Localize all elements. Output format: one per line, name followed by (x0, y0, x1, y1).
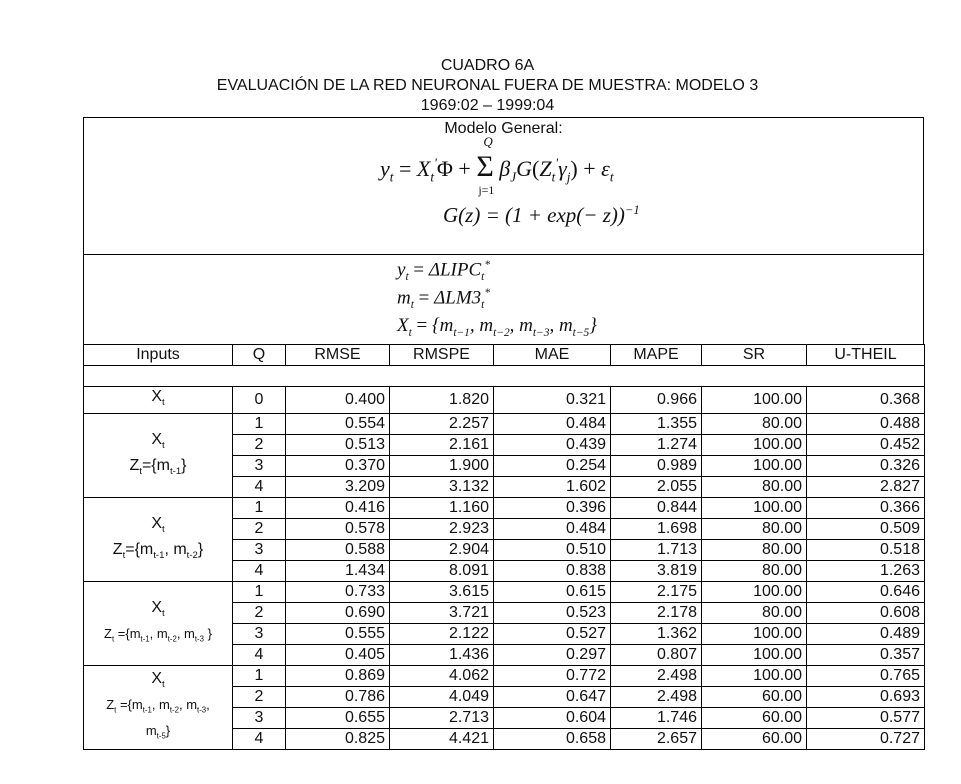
value-cell: 0.510 (494, 540, 611, 561)
value-cell: 1.274 (611, 435, 702, 456)
def-y: $y_t$ = $\Delta LIPC_t^*$ (397, 259, 491, 284)
eq-y: y (380, 156, 390, 181)
value-cell: 0.366 (807, 498, 925, 519)
value-cell: 1.698 (611, 519, 702, 540)
value-cell: 3.721 (390, 603, 494, 624)
value-cell: 1.900 (390, 456, 494, 477)
value-cell: 60.00 (702, 687, 807, 708)
column-header: Q (233, 345, 286, 366)
value-cell: 2.175 (611, 582, 702, 603)
value-cell: 1.434 (286, 561, 390, 582)
value-cell: 0.484 (494, 414, 611, 435)
spacer-cell (84, 366, 233, 387)
inputs-x: $X_t$ (151, 670, 165, 691)
inputs-x: $X_t$ (151, 514, 165, 535)
def-m-value: ΔLM3 (434, 287, 482, 309)
value-cell: 0.655 (286, 708, 390, 729)
sum-symbol: Σ Q j=1 (476, 134, 495, 197)
column-header: Inputs (84, 345, 233, 366)
inputs-cell (84, 666, 233, 750)
value-cell: 2.923 (390, 519, 494, 540)
spacer-cell (702, 366, 807, 387)
sum-lower: j=1 (478, 183, 495, 197)
value-cell: 2.713 (390, 708, 494, 729)
value-cell: 0.518 (807, 540, 925, 561)
q-cell: 3 (233, 540, 286, 561)
value-cell: 0.690 (286, 603, 390, 624)
value-cell: 8.091 (390, 561, 494, 582)
header-row (84, 345, 925, 366)
value-cell: 60.00 (702, 708, 807, 729)
value-cell: 1.713 (611, 540, 702, 561)
value-cell: 0.488 (807, 414, 925, 435)
value-cell: 100.00 (702, 387, 807, 414)
value-cell: 0.523 (494, 603, 611, 624)
inputs-x: $X_t$ (151, 598, 165, 619)
table-row (84, 414, 925, 435)
value-cell: 3.209 (286, 477, 390, 498)
logistic-equation (443, 203, 640, 228)
model-heading: Modelo General: (444, 120, 563, 137)
q-cell: 1 (233, 498, 286, 519)
value-cell: 4.049 (390, 687, 494, 708)
def-x-value: {$m_{t-1}$, $m_{t-2}$, $m_{t-3}$, $m_{t-5}$} (432, 315, 597, 339)
value-cell: 80.00 (702, 540, 807, 561)
value-cell: 100.00 (702, 645, 807, 666)
value-cell: 0.772 (494, 666, 611, 687)
model-equation: $y_t = X_t'\Phi + \Sigma$ Q j=1 $\beta_JG(Z_t'\gamma_j) + \varepsilon_t$ (380, 134, 614, 197)
value-cell: 0.869 (286, 666, 390, 687)
value-cell: 0.693 (807, 687, 925, 708)
value-cell: 0.786 (286, 687, 390, 708)
spacer-cell (494, 366, 611, 387)
value-cell: 4.421 (390, 729, 494, 750)
spacer-row (84, 366, 925, 387)
value-cell: 100.00 (702, 435, 807, 456)
value-cell: 0.604 (494, 708, 611, 729)
value-cell: 0.484 (494, 519, 611, 540)
value-cell: 0.254 (494, 456, 611, 477)
sum-upper: Q (483, 134, 493, 149)
table-row (84, 498, 925, 519)
column-header: MAPE (611, 345, 702, 366)
value-cell: 4.062 (390, 666, 494, 687)
q-cell: 1 (233, 666, 286, 687)
inputs-cell (84, 414, 233, 498)
column-header: SR (702, 345, 807, 366)
spacer-cell (286, 366, 390, 387)
value-cell: 80.00 (702, 414, 807, 435)
value-cell: 0.615 (494, 582, 611, 603)
value-cell: 80.00 (702, 561, 807, 582)
value-cell: 0.513 (286, 435, 390, 456)
q-cell: 4 (233, 645, 286, 666)
value-cell: 2.498 (611, 687, 702, 708)
table-number: CUADRO 6A (440, 57, 535, 74)
value-cell: 2.657 (611, 729, 702, 750)
q-cell: 2 (233, 519, 286, 540)
def-y-value: ΔLIPC (428, 259, 482, 281)
inputs-cell (84, 582, 233, 666)
spacer-cell (807, 366, 925, 387)
table-row (84, 582, 925, 603)
value-cell: 0.733 (286, 582, 390, 603)
value-cell: 2.827 (807, 477, 925, 498)
evaluation-table (83, 344, 925, 750)
column-header: U-THEIL (807, 345, 925, 366)
value-cell: 0.400 (286, 387, 390, 414)
q-cell: 4 (233, 561, 286, 582)
value-cell: 3.615 (390, 582, 494, 603)
value-cell: 0.368 (807, 387, 925, 414)
value-cell: 100.00 (702, 582, 807, 603)
value-cell: 0.765 (807, 666, 925, 687)
q-cell: 2 (233, 435, 286, 456)
value-cell: 0.608 (807, 603, 925, 624)
value-cell: 2.161 (390, 435, 494, 456)
value-cell: 2.498 (611, 666, 702, 687)
value-cell: 0.509 (807, 519, 925, 540)
value-cell: 0.416 (286, 498, 390, 519)
eq2-body: G(z) = (1 + exp(− z)) (443, 203, 625, 227)
q-cell: 1 (233, 414, 286, 435)
value-cell: 0.989 (611, 456, 702, 477)
value-cell: 1.820 (390, 387, 494, 414)
spacer-cell (390, 366, 494, 387)
value-cell: 100.00 (702, 666, 807, 687)
value-cell: 0.658 (494, 729, 611, 750)
value-cell: 1.602 (494, 477, 611, 498)
table-title: EVALUACIÓN DE LA RED NEURONAL FUERA DE MUESTRA: MODELO 3 (216, 77, 759, 94)
value-cell: 0.396 (494, 498, 611, 519)
inputs-z: $Z_t=\{m_{t-1}\}$ (129, 456, 187, 477)
value-cell: 1.355 (611, 414, 702, 435)
inputs-z: $Z_t =\{m_{t-1}$, $m_{t-2}$, $m_{t-3}$, $m_{t-5}$} (106, 697, 210, 741)
column-header: MAE (494, 345, 611, 366)
value-cell: 1.746 (611, 708, 702, 729)
q-cell: 2 (233, 687, 286, 708)
value-cell: 2.055 (611, 477, 702, 498)
column-header: RMSE (286, 345, 390, 366)
value-cell: 80.00 (702, 519, 807, 540)
value-cell: 0.588 (286, 540, 390, 561)
value-cell: 1.160 (390, 498, 494, 519)
value-cell: 0.577 (807, 708, 925, 729)
q-cell: 2 (233, 603, 286, 624)
q-cell: 4 (233, 477, 286, 498)
inputs-cell (84, 498, 233, 582)
value-cell: 0.838 (494, 561, 611, 582)
value-cell: 80.00 (702, 477, 807, 498)
inputs-cell (84, 387, 233, 414)
spacer-cell (611, 366, 702, 387)
value-cell: 0.554 (286, 414, 390, 435)
value-cell: 0.825 (286, 729, 390, 750)
eq-x: X (416, 156, 431, 181)
table-row (84, 666, 925, 687)
value-cell: 0.807 (611, 645, 702, 666)
spacer-cell (233, 366, 286, 387)
q-cell: 3 (233, 624, 286, 645)
value-cell: 0.647 (494, 687, 611, 708)
q-cell: 4 (233, 729, 286, 750)
q-cell: 3 (233, 456, 286, 477)
value-cell: 0.578 (286, 519, 390, 540)
inputs-x: $X_t$ (151, 430, 165, 451)
value-cell: 0.646 (807, 582, 925, 603)
q-cell: 3 (233, 708, 286, 729)
value-cell: 0.326 (807, 456, 925, 477)
value-cell: 3.819 (611, 561, 702, 582)
eq2-exponent: −1 (624, 203, 640, 217)
value-cell: 0.555 (286, 624, 390, 645)
value-cell: 100.00 (702, 498, 807, 519)
value-cell: 0.357 (807, 645, 925, 666)
inputs-z: $Z_t =\{m_{t-1}$, $m_{t-2}$, $m_{t-3}$ } (104, 625, 212, 644)
q-cell: 0 (233, 387, 286, 414)
value-cell: 100.00 (702, 624, 807, 645)
value-cell: 0.844 (611, 498, 702, 519)
value-cell: 80.00 (702, 603, 807, 624)
q-cell: 1 (233, 582, 286, 603)
inputs-z: $Z_t=\{m_{t-1}$, $m_{t-2}$} (112, 540, 204, 561)
def-m: $m_t = \Delta LM3_t^*$ (397, 287, 491, 312)
inputs-x: $X_t$ (151, 388, 165, 409)
value-cell: 0.297 (494, 645, 611, 666)
def-x: $X_t = \{m_{t-1}$, $m_{t-2}$, $m_{t-3}$, $m_{t-5}$} (397, 315, 597, 339)
value-cell: 1.263 (807, 561, 925, 582)
value-cell: 0.321 (494, 387, 611, 414)
value-cell: 0.966 (611, 387, 702, 414)
value-cell: 60.00 (702, 729, 807, 750)
value-cell: 2.257 (390, 414, 494, 435)
value-cell: 0.370 (286, 456, 390, 477)
value-cell: 0.405 (286, 645, 390, 666)
value-cell: 0.527 (494, 624, 611, 645)
table-period: 1969:02 – 1999:04 (420, 97, 555, 114)
value-cell: 100.00 (702, 456, 807, 477)
value-cell: 1.362 (611, 624, 702, 645)
value-cell: 0.489 (807, 624, 925, 645)
value-cell: 3.132 (390, 477, 494, 498)
column-header: RMSPE (390, 345, 494, 366)
value-cell: 1.436 (390, 645, 494, 666)
value-cell: 0.727 (807, 729, 925, 750)
value-cell: 2.122 (390, 624, 494, 645)
value-cell: 0.452 (807, 435, 925, 456)
table-row (84, 387, 925, 414)
value-cell: 2.178 (611, 603, 702, 624)
value-cell: 2.904 (390, 540, 494, 561)
value-cell: 0.439 (494, 435, 611, 456)
